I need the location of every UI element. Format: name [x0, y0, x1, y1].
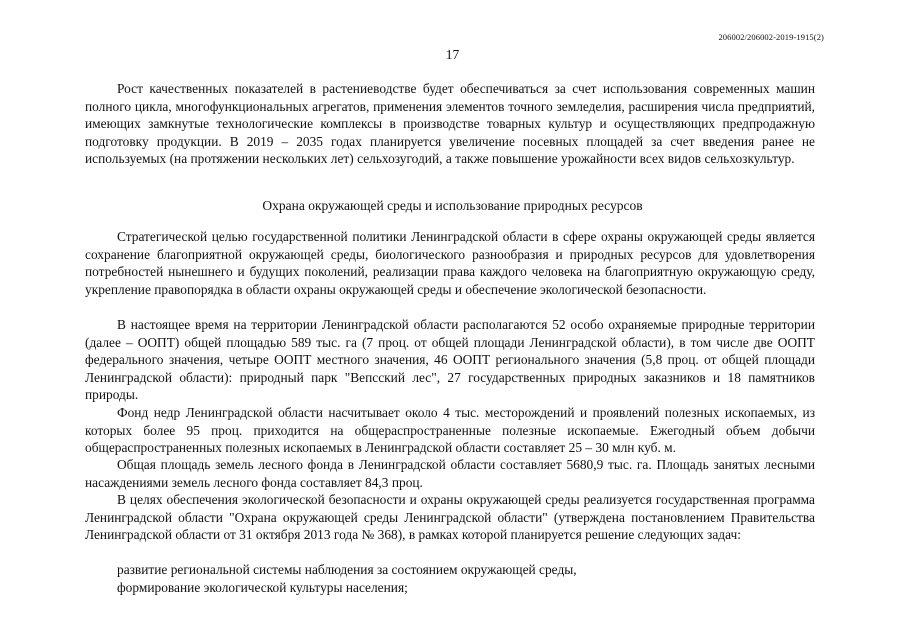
page-number: 17	[445, 47, 460, 62]
paragraph-subsoil: Фонд недр Ленинградской области насчитывает около 4 тыс. месторождений и проявлений полезных ископаемых, из которых более 95 проц. приходится на общераспространенные полезные ископаемые. Ежегодный объем добычи общераспространенных полезных ископаемых в Ленинградской области составляет 25 – 30 млн куб. м.	[85, 405, 815, 456]
section-heading: Охрана окружающей среды и использование природных ресурсов	[262, 198, 643, 213]
document-id: 206002/206002-2019-1915(2)	[718, 32, 824, 42]
paragraph-forest-fund: Общая площадь земель лесного фонда в Ленинградской области составляет 5680,9 тыс. га. Площадь занятых лесными насаждениями земель лесного фонда составляет 84,3 проц.	[85, 457, 815, 490]
paragraph-protected-areas: В настоящее время на территории Ленинградской области располагаются 52 особо охраняемые природные территории (далее – ООПТ) общей площадью 589 тыс. га (7 проц. от общей площади Ленинградской области), в том числе две ООПТ федерального значения, четыре ООПТ местного значения, 46 ООПТ регионального значения (5,8 проц. от общей площади Ленинградской области): природный парк "Вепсский лес", 27 государственных природных заказников и 18 памятников природы.	[85, 317, 815, 403]
paragraph-state-program: В целях обеспечения экологической безопасности и охраны окружающей среды реализуется государственная программа Ленинградской области "Охрана окружающей среды Ленинградской области" (утверждена постановлением Правительства Ленинградской области от 31 октября 2013 года № 368), в рамках которой планируется решение следующих задач:	[85, 492, 815, 543]
intro-paragraph: Рост качественных показателей в растениеводстве будет обеспечиваться за счет использования современных машин полного цикла, многофункциональных агрегатов, применения элементов точного земледелия, расширения числа предприятий, имеющих замкнутые технологические комплексы в производстве товарных культур и осуществляющих предпродажную подготовку продукции. В 2019 – 2035 годах планируется увеличение посевных площадей за счет введения ранее не используемых (на протяжении нескольких лет) сельхозугодий, а также повышение урожайности всех видов сельхозкультур.	[85, 81, 815, 167]
list-item-ecological-culture: формирование экологической культуры населения;	[117, 580, 408, 595]
paragraph-strategic-goal: Стратегической целью государственной политики Ленинградской области в сфере охраны окружающей среды является сохранение благоприятной окружающей среды, биологического разнообразия и природных ресурсов для удовлетворения потребностей нынешнего и будущих поколений, реализации права каждого человека на благоприятную окружающую среду, укрепление правопорядка в области охраны окружающей среды и обеспечение экологической безопасности.	[85, 229, 815, 297]
list-item-monitoring: развитие региональной системы наблюдения за состоянием окружающей среды,	[117, 562, 577, 577]
